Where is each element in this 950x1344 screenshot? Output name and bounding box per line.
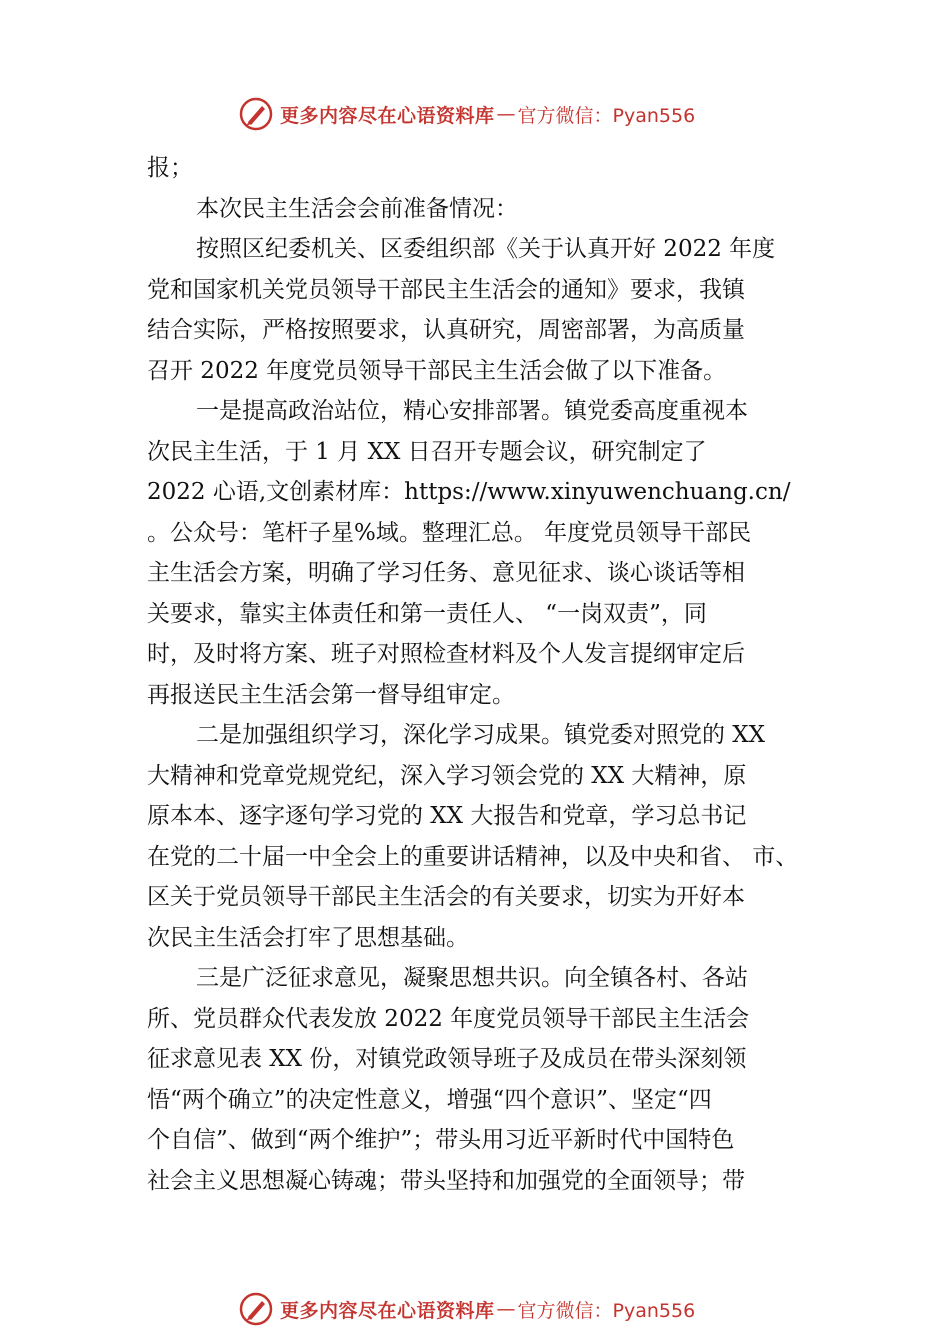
text-line: 再报送民主生活会第一督导组审定。 bbox=[147, 681, 515, 708]
text-line: 大精神和党章党规党纪，深入学习领会党的 XX 大精神，原 bbox=[147, 762, 747, 789]
text-line: 二是加强组织学习，深化学习成果。镇党委对照党的 XX bbox=[196, 722, 766, 748]
text-line: 按照区纪委机关、区委组织部《关于认真开好 2022 年度 bbox=[196, 236, 776, 262]
text-line: 原本本、逐字逐句学习党的 XX 大报告和党章，学习总书记 bbox=[147, 803, 747, 829]
text-line: 主生活会方案，明确了学习任务、意见征求、谈心谈话等相 bbox=[147, 560, 745, 586]
text-line: 社会主义思想凝心铸魂；带头坚持和加强党的全面领导；带 bbox=[147, 1167, 745, 1194]
text-line: 所、党员群众代表发放 2022 年度党员领导干部民主生活会 bbox=[147, 1005, 750, 1032]
pen-logo-icon bbox=[238, 96, 274, 132]
text-line: 在党的二十届一中全会上的重要讲话精神，以及中央和省、 市、 bbox=[147, 843, 799, 870]
banner-title: 更多内容尽在心语资料库 bbox=[280, 1299, 495, 1322]
text-line: 一是提高政治站位，精心安排部署。镇党委高度重视本 bbox=[196, 398, 748, 424]
text-line: 召开 2022 年度党员领导干部民主生活会做了以下准备。 bbox=[147, 357, 727, 384]
text-line: 三是广泛征求意见，凝聚思想共识。向全镇各村、各站 bbox=[196, 965, 748, 991]
text-line: 报； bbox=[147, 155, 193, 181]
text-line: 征求意见表 XX 份，对镇党政领导班子及成员在带头深刻领 bbox=[147, 1046, 747, 1072]
text-line: 关要求，靠实主体责任和第一责任人、 “一岗双责”，同 bbox=[147, 600, 707, 627]
text-line: 结合实际，严格按照要求，认真研究，周密部署，为高质量 bbox=[147, 317, 745, 343]
text-line: 次民主生活会打牢了思想基础。 bbox=[147, 924, 469, 951]
text-line: 。公众号：笔杆子星%域。整理汇总。 年度党员领导干部民 bbox=[147, 519, 752, 546]
banner-wechat: 官方微信：Pyan556 bbox=[517, 1299, 696, 1322]
text-line: 时，及时将方案、班子对照检查材料及个人发言提纲审定后 bbox=[147, 641, 745, 667]
document-body bbox=[147, 148, 813, 1201]
text-line: 区关于党员领导干部民主生活会的有关要求，切实为开好本 bbox=[147, 884, 745, 910]
banner-separator: — bbox=[496, 103, 516, 125]
header-banner bbox=[238, 94, 758, 134]
text-line: 2022 心语,文创素材库：https://www.xinyuwenchuang.cn/ bbox=[147, 479, 791, 505]
text-line: 党和国家机关党员领导干部民主生活会的通知》要求，我镇 bbox=[147, 276, 745, 303]
text-line: 悟“两个确立”的决定性意义，增强“四个意识”、坚定“四 bbox=[147, 1086, 712, 1113]
text-line: 次民主生活，于 1 月 XX 日召开专题会议，研究制定了 bbox=[147, 438, 707, 465]
text-line: 本次民主生活会会前准备情况： bbox=[196, 195, 518, 222]
banner-title: 更多内容尽在心语资料库 bbox=[280, 104, 495, 127]
text-line: 个自信”、做到“两个维护”；带头用习近平新时代中国特色 bbox=[147, 1127, 735, 1153]
pen-logo-icon bbox=[238, 1291, 274, 1327]
footer-banner bbox=[238, 1289, 758, 1329]
banner-wechat: 官方微信：Pyan556 bbox=[517, 104, 696, 127]
banner-separator: — bbox=[496, 1298, 516, 1320]
